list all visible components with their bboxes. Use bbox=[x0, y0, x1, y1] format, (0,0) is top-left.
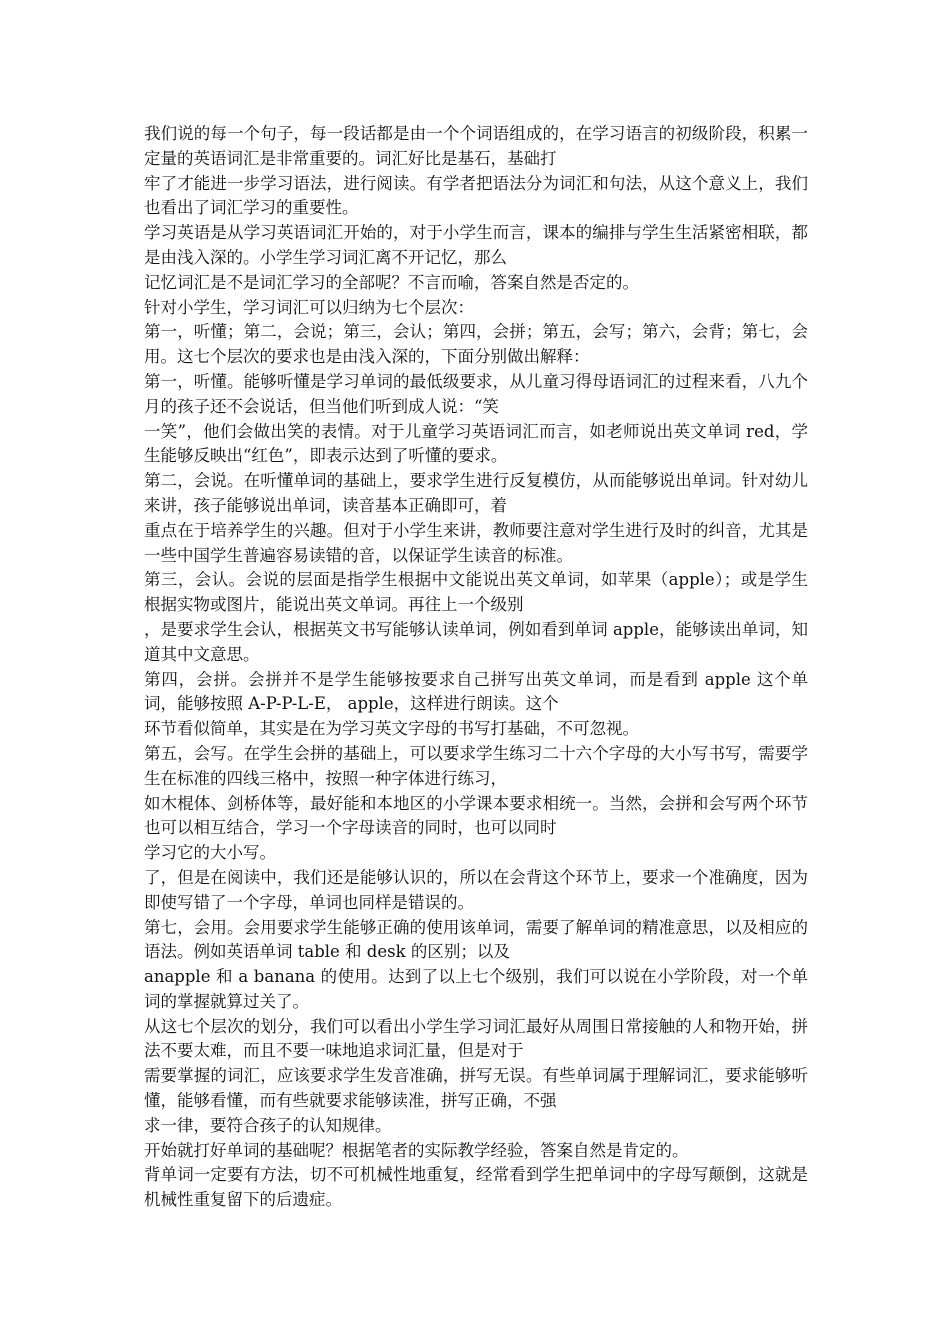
paragraph-20: anapple 和 a banana 的使用。达到了以上七个级别，我们可以说在小学阶段，对一个单词的掌握就算过关了。 bbox=[144, 967, 808, 1011]
paragraph-12: ，是要求学生会认，根据英文书写能够认读单词，例如看到单词 apple，能够读出单词，知道其中文意思。 bbox=[144, 619, 808, 664]
paragraph-21: 从这七个层次的划分，我们可以看出小学生学习词汇最好从周围日常接触的人和物开始，拼法不要太难，而且不要一味地追求词汇量，但是对于 bbox=[144, 1016, 808, 1061]
paragraph-16: 如木棍体、剑桥体等，最好能和本地区的小学课本要求相统一。当然，会拼和会写两个环节也可以相互结合，学习一个字母读音的同时，也可以同时 bbox=[144, 793, 808, 838]
paragraph-17: 学习它的大小写。 bbox=[144, 843, 276, 863]
paragraph-24: 开始就打好单词的基础呢？根据笔者的实际教学经验，答案自然是肯定的。 bbox=[144, 1140, 689, 1160]
paragraph-25: 背单词一定要有方法，切不可机械性地重复，经常看到学生把单词中的字母写颠倒，这就是机械性重复留下的后遗症。 bbox=[144, 1165, 808, 1210]
paragraph-8: 一笑”，他们会做出笑的表情。对于儿童学习英语词汇而言，如老师说出英文单词 red，学生能够反映出“红色”，即表示达到了听懂的要求。 bbox=[144, 421, 808, 466]
paragraph-13: 第四，会拼。会拼并不是学生能够按要求自己拼写出英文单词，而是看到 apple 这个单词，能够按照 A-P-P-L-E， apple，这样进行朗读。这个 bbox=[144, 669, 808, 714]
paragraph-14: 环节看似简单，其实是在为学习英文字母的书写打基础，不可忽视。 bbox=[144, 719, 639, 739]
paragraph-9: 第二，会说。在听懂单词的基础上，要求学生进行反复模仿，从而能够说出单词。针对幼儿来讲，孩子能够说出单词，读音基本正确即可，着 bbox=[144, 471, 808, 515]
paragraph-5: 针对小学生，学习词汇可以归纳为七个层次： bbox=[144, 297, 474, 317]
paragraph-3: 学习英语是从学习英语词汇开始的，对于小学生而言，课本的编排与学生生活紧密相联，都是由浅入深的。小学生学习词汇离不开记忆，那么 bbox=[144, 223, 808, 267]
paragraph-22: 需要掌握的词汇，应该要求学生发音准确，拼写无误。有些单词属于理解词汇，要求能够听懂，能够看懂，而有些就要求能够读准，拼写正确，不强 bbox=[144, 1066, 808, 1111]
paragraph-2: 牢了才能进一步学习语法，进行阅读。有学者把语法分为词汇和句法，从这个意义上，我们也看出了词汇学习的重要性。 bbox=[144, 173, 808, 218]
paragraph-19: 第七，会用。会用要求学生能够正确的使用该单词，需要了解单词的精准意思，以及相应的语法。例如英语单词 table 和 desk 的区别；以及 bbox=[144, 917, 808, 962]
paragraph-1: 我们说的每一个句子，每一段话都是由一个个词语组成的，在学习语言的初级阶段，积累一定量的英语词汇是非常重要的。词汇好比是基石，基础打 bbox=[144, 124, 808, 168]
paragraph-18: 了，但是在阅读中，我们还是能够认识的，所以在会背这个环节上，要求一个准确度，因为即使写错了一个字母，单词也同样是错误的。 bbox=[144, 867, 808, 912]
paragraph-15: 第五，会写。在学生会拼的基础上，可以要求学生练习二十六个字母的大小写书写，需要学生在标准的四线三格中，按照一种字体进行练习， bbox=[144, 743, 808, 788]
paragraph-7: 第一，听懂。能够听懂是学习单词的最低级要求，从儿童习得母语词汇的过程来看，八九个月的孩子还不会说话，但当他们听到成人说：“笑 bbox=[144, 371, 808, 416]
paragraph-4: 记忆词汇是不是词汇学习的全部呢？不言而喻，答案自然是否定的。 bbox=[144, 272, 639, 292]
paragraph-6: 第一，听懂；第二，会说；第三，会认；第四，会拼；第五，会写；第六，会背；第七，会用。这七个层次的要求也是由浅入深的，下面分别做出解释： bbox=[144, 322, 808, 367]
paragraph-10: 重点在于培养学生的兴趣。但对于小学生来讲，教师要注意对学生进行及时的纠音，尤其是一些中国学生普遍容易读错的音，以保证学生读音的标准。 bbox=[144, 520, 808, 565]
paragraph-23: 求一律，要符合孩子的认知规律。 bbox=[144, 1115, 392, 1135]
paragraph-11: 第三，会认。会说的层面是指学生根据中文能说出英文单词，如苹果（apple）；或是学生根据实物或图片，能说出英文单词。再往上一个级别 bbox=[144, 570, 808, 615]
document-body bbox=[144, 122, 808, 1213]
